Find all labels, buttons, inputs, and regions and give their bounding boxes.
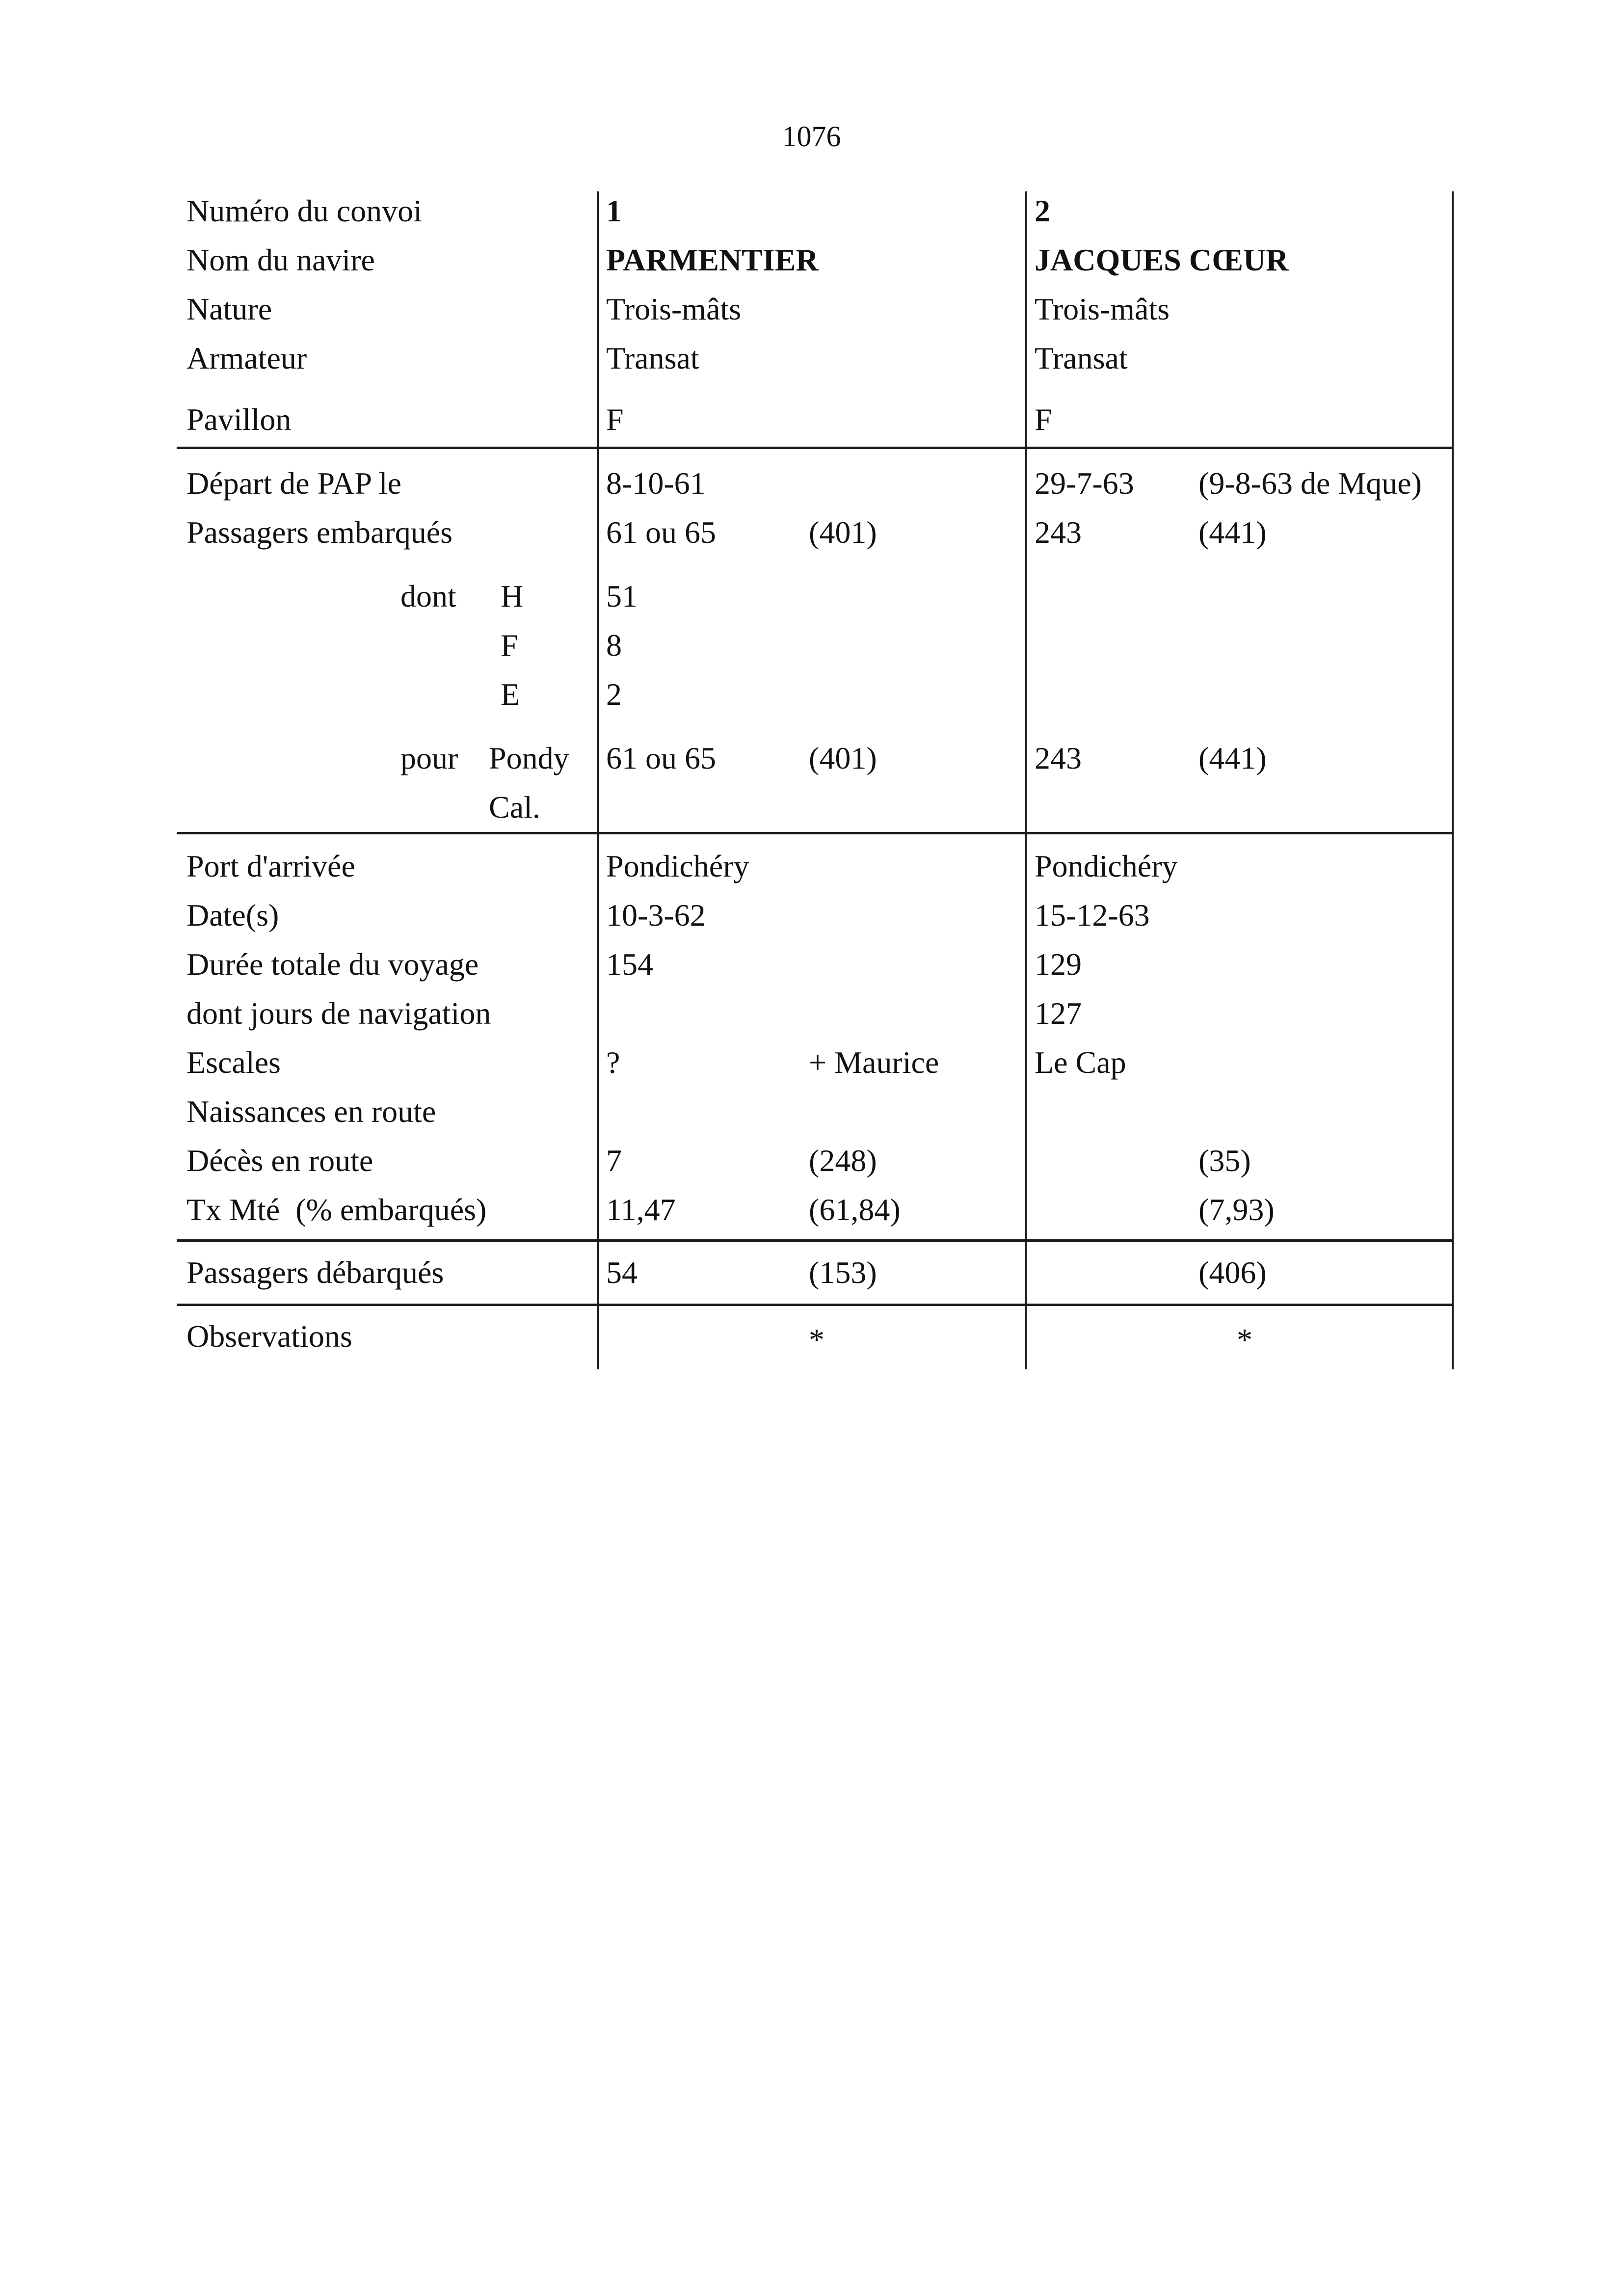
convoy-2-passagers-total: (441): [1198, 515, 1267, 550]
label-duree: Durée totale du voyage: [186, 947, 479, 982]
convoy-2-pondy-total: (441): [1198, 741, 1267, 775]
label-passagers-debarques: Passagers débarqués: [186, 1255, 444, 1290]
label-dont: dont: [400, 579, 456, 614]
label-naissances: Naissances en route: [186, 1094, 436, 1129]
convoy-1-deces-total: (248): [809, 1143, 877, 1178]
label-cal: Cal.: [489, 790, 540, 825]
convoy-2-passagers: 243: [1035, 515, 1082, 550]
label-navigation: dont jours de navigation: [186, 996, 491, 1031]
convoy-1-numero: 1: [606, 193, 622, 228]
convoy-1-armateur: Transat: [606, 341, 699, 375]
convoy-1-escales: ?: [606, 1045, 620, 1080]
label-e: E: [501, 677, 520, 712]
convoy-2-taux-mortalite-total: (7,93): [1198, 1192, 1275, 1227]
label-escales: Escales: [186, 1045, 281, 1080]
label-pavillon: Pavillon: [186, 402, 292, 437]
column-divider-convoy: [1025, 191, 1027, 1369]
convoy-2-date: 15-12-63: [1035, 898, 1150, 933]
label-depart: Départ de PAP le: [186, 466, 401, 501]
convoy-2-debarques-total: (406): [1198, 1255, 1267, 1290]
label-dates: Date(s): [186, 898, 279, 933]
convoy-2-navigation: 127: [1035, 996, 1082, 1031]
column-divider-label: [597, 191, 599, 1369]
convoy-1-pondy-total: (401): [809, 741, 877, 775]
convoy-2-depart: 29-7-63: [1035, 466, 1134, 501]
convoy-1-date: 10-3-62: [606, 898, 706, 933]
convoy-1-enfants: 2: [606, 677, 622, 712]
label-armateur: Armateur: [186, 341, 307, 375]
convoy-1-taux-mortalite: 11,47: [606, 1192, 676, 1227]
convoy-1-port: Pondichéry: [606, 849, 749, 883]
convoy-1-pondy: 61 ou 65: [606, 741, 716, 775]
convoy-1-debarques-total: (153): [809, 1255, 877, 1290]
convoy-2-ship-name: JACQUES CŒUR: [1035, 242, 1289, 277]
section-divider-landed: [177, 1304, 1454, 1306]
table-right-border: [1452, 191, 1454, 1369]
convoy-2-nature: Trois-mâts: [1035, 292, 1170, 326]
convoy-1-femmes: 8: [606, 628, 622, 663]
convoy-1-passagers: 61 ou 65: [606, 515, 716, 550]
convoy-1-pavillon: F: [606, 402, 624, 437]
label-pondy: Pondy: [489, 741, 569, 775]
label-passagers-embarques: Passagers embarqués: [186, 515, 453, 550]
convoy-2-numero: 2: [1035, 193, 1050, 228]
convoy-1-deces: 7: [606, 1143, 622, 1178]
convoy-1-ship-name: PARMENTIER: [606, 242, 819, 277]
convoy-2-observation-mark: *: [1237, 1322, 1252, 1357]
convoy-2-depart-note: (9-8-63 de Mque): [1198, 466, 1422, 501]
convoy-2-port: Pondichéry: [1035, 849, 1178, 883]
label-deces: Décès en route: [186, 1143, 373, 1178]
convoy-1-debarques: 54: [606, 1255, 638, 1290]
section-divider-arrival: [177, 1239, 1454, 1242]
convoy-2-escales: Le Cap: [1035, 1045, 1126, 1080]
convoy-1-depart: 8-10-61: [606, 466, 706, 501]
label-pour: pour: [400, 741, 458, 775]
section-divider-header: [177, 447, 1454, 449]
convoy-2-pavillon: F: [1035, 402, 1052, 437]
section-divider-departure: [177, 832, 1454, 834]
convoy-2-pondy: 243: [1035, 741, 1082, 775]
convoy-2-armateur: Transat: [1035, 341, 1128, 375]
convoy-1-passagers-total: (401): [809, 515, 877, 550]
label-taux-mortalite: Tx Mté (% embarqués): [186, 1192, 487, 1227]
convoy-2-duree: 129: [1035, 947, 1082, 982]
label-port-arrivee: Port d'arrivée: [186, 849, 355, 883]
label-numero-convoi: Numéro du convoi: [186, 193, 422, 228]
convoy-1-taux-mortalite-total: (61,84): [809, 1192, 901, 1227]
convoy-1-observation-mark: *: [809, 1322, 825, 1357]
convoy-1-hommes: 51: [606, 579, 638, 614]
label-f: F: [501, 628, 518, 663]
label-nature: Nature: [186, 292, 272, 326]
label-nom-navire: Nom du navire: [186, 242, 375, 277]
label-h: H: [501, 579, 524, 614]
convoy-1-duree: 154: [606, 947, 653, 982]
label-observations: Observations: [186, 1319, 352, 1354]
convoy-1-escales-note: + Maurice: [809, 1045, 939, 1080]
convoy-1-nature: Trois-mâts: [606, 292, 742, 326]
convoy-2-deces-total: (35): [1198, 1143, 1251, 1178]
convoy-table: [177, 191, 1453, 1369]
page-number: 1076: [782, 120, 841, 153]
